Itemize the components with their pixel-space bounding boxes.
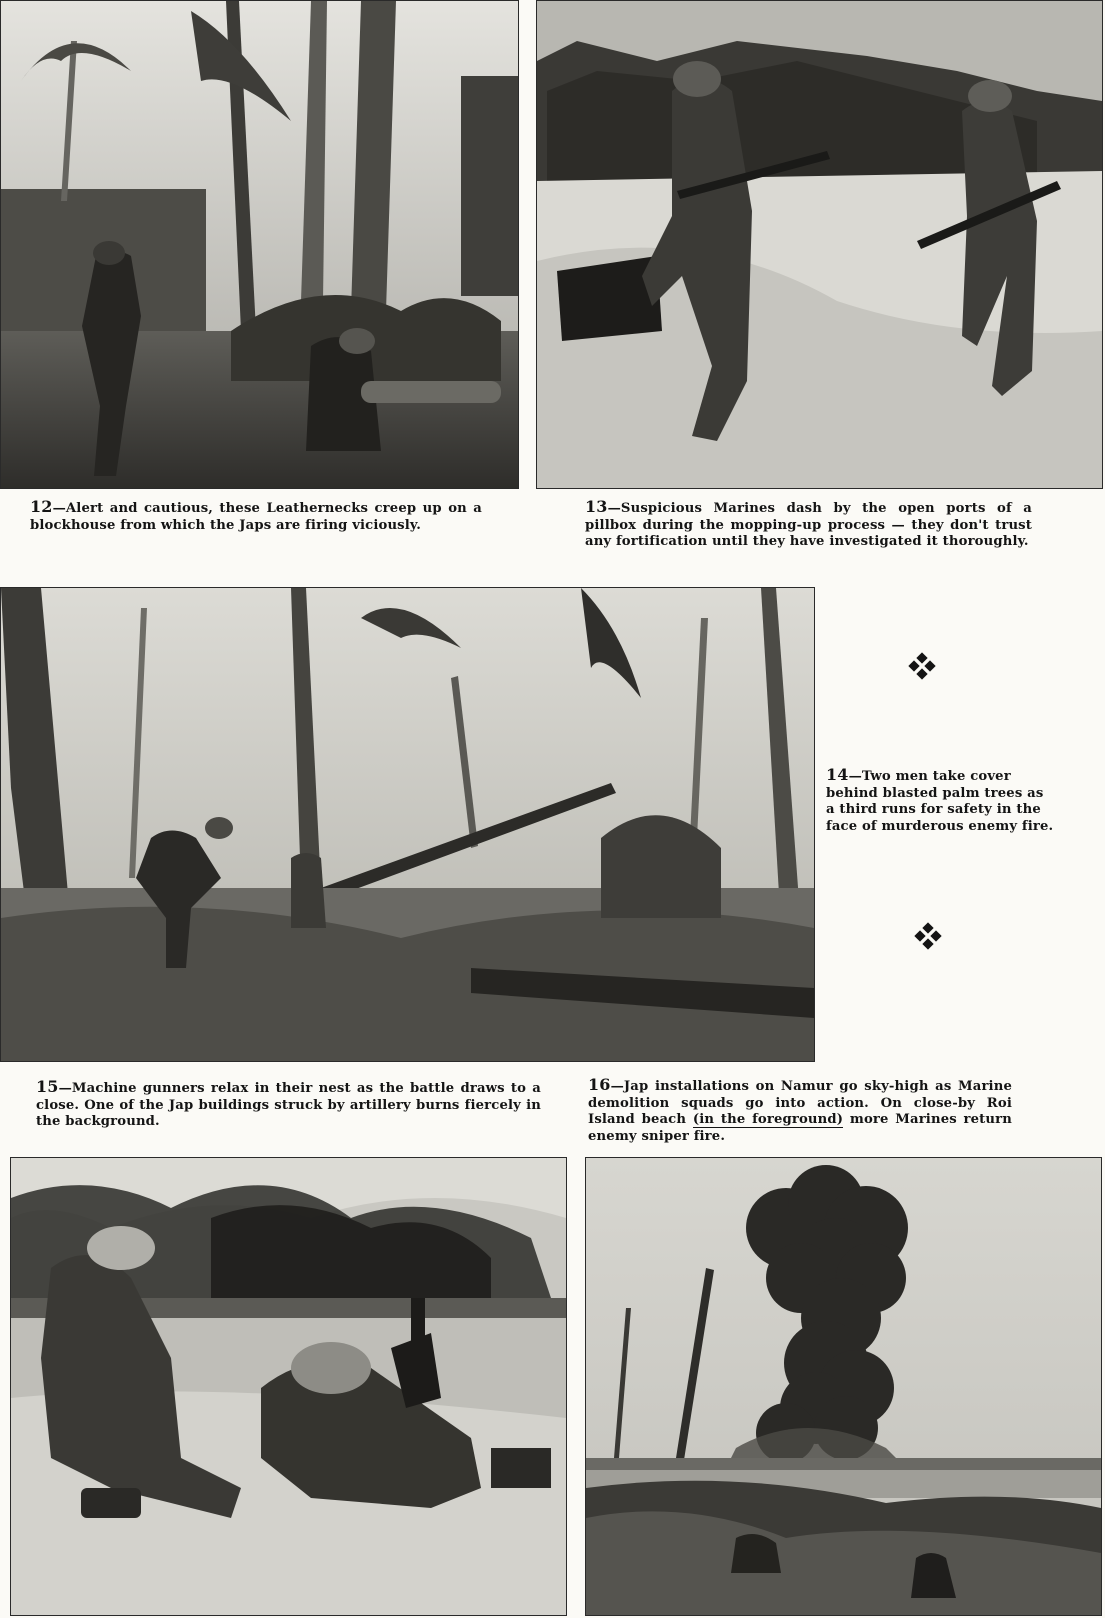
caption-13-text: —Suspicious Marines dash by the open ports of a pillbox during the mopping-up process — they don't trust any fortification until they have investigated it thoroughly. bbox=[585, 501, 1032, 549]
caption-14-number: 14 bbox=[826, 765, 849, 784]
photo-15-machine-gunners bbox=[10, 1157, 567, 1616]
caption-12-number: 12 bbox=[30, 497, 53, 516]
photo-15-image bbox=[11, 1158, 566, 1615]
photo-12-marines-blockhouse bbox=[0, 0, 519, 489]
caption-16-text-underlined: (in the foreground) bbox=[692, 1112, 844, 1127]
caption-12-text: —Alert and cautious, these Leathernecks creep up on a blockhouse from which the Japs are firing viciously. bbox=[30, 501, 482, 533]
caption-16 bbox=[588, 1077, 1012, 1145]
caption-14 bbox=[826, 767, 1056, 835]
photo-16-image bbox=[586, 1158, 1101, 1615]
photo-12-image bbox=[1, 1, 518, 488]
caption-16-text-before: —Jap installations on Namur go sky-high as Marine demolition squads go into action. On close-by Roi Island beach bbox=[588, 1079, 1012, 1127]
photo-13-marines-pillbox bbox=[536, 0, 1103, 489]
photo-16-namur-explosion bbox=[585, 1157, 1102, 1616]
ornament-diamond-top-icon bbox=[908, 652, 936, 680]
caption-14-text: —Two men take cover behind blasted palm trees as a third runs for safety in the face of murderous enemy fire. bbox=[826, 769, 1054, 834]
caption-15 bbox=[36, 1079, 541, 1131]
caption-16-number: 16 bbox=[588, 1075, 611, 1094]
photo-13-image bbox=[537, 1, 1102, 488]
caption-13 bbox=[585, 499, 1032, 551]
photo-14-image bbox=[1, 588, 814, 1061]
photo-14-palm-trees-battle bbox=[0, 587, 815, 1062]
caption-15-number: 15 bbox=[36, 1077, 59, 1096]
caption-13-number: 13 bbox=[585, 497, 608, 516]
caption-12 bbox=[30, 499, 482, 534]
caption-15-text: —Machine gunners relax in their nest as the battle draws to a close. One of the Jap buildings struck by artillery burns fiercely in the background. bbox=[36, 1081, 541, 1129]
caption-16-text-after: more Marines return enemy sniper fire. bbox=[588, 1112, 1012, 1144]
ornament-diamond-bottom-icon bbox=[914, 922, 942, 950]
